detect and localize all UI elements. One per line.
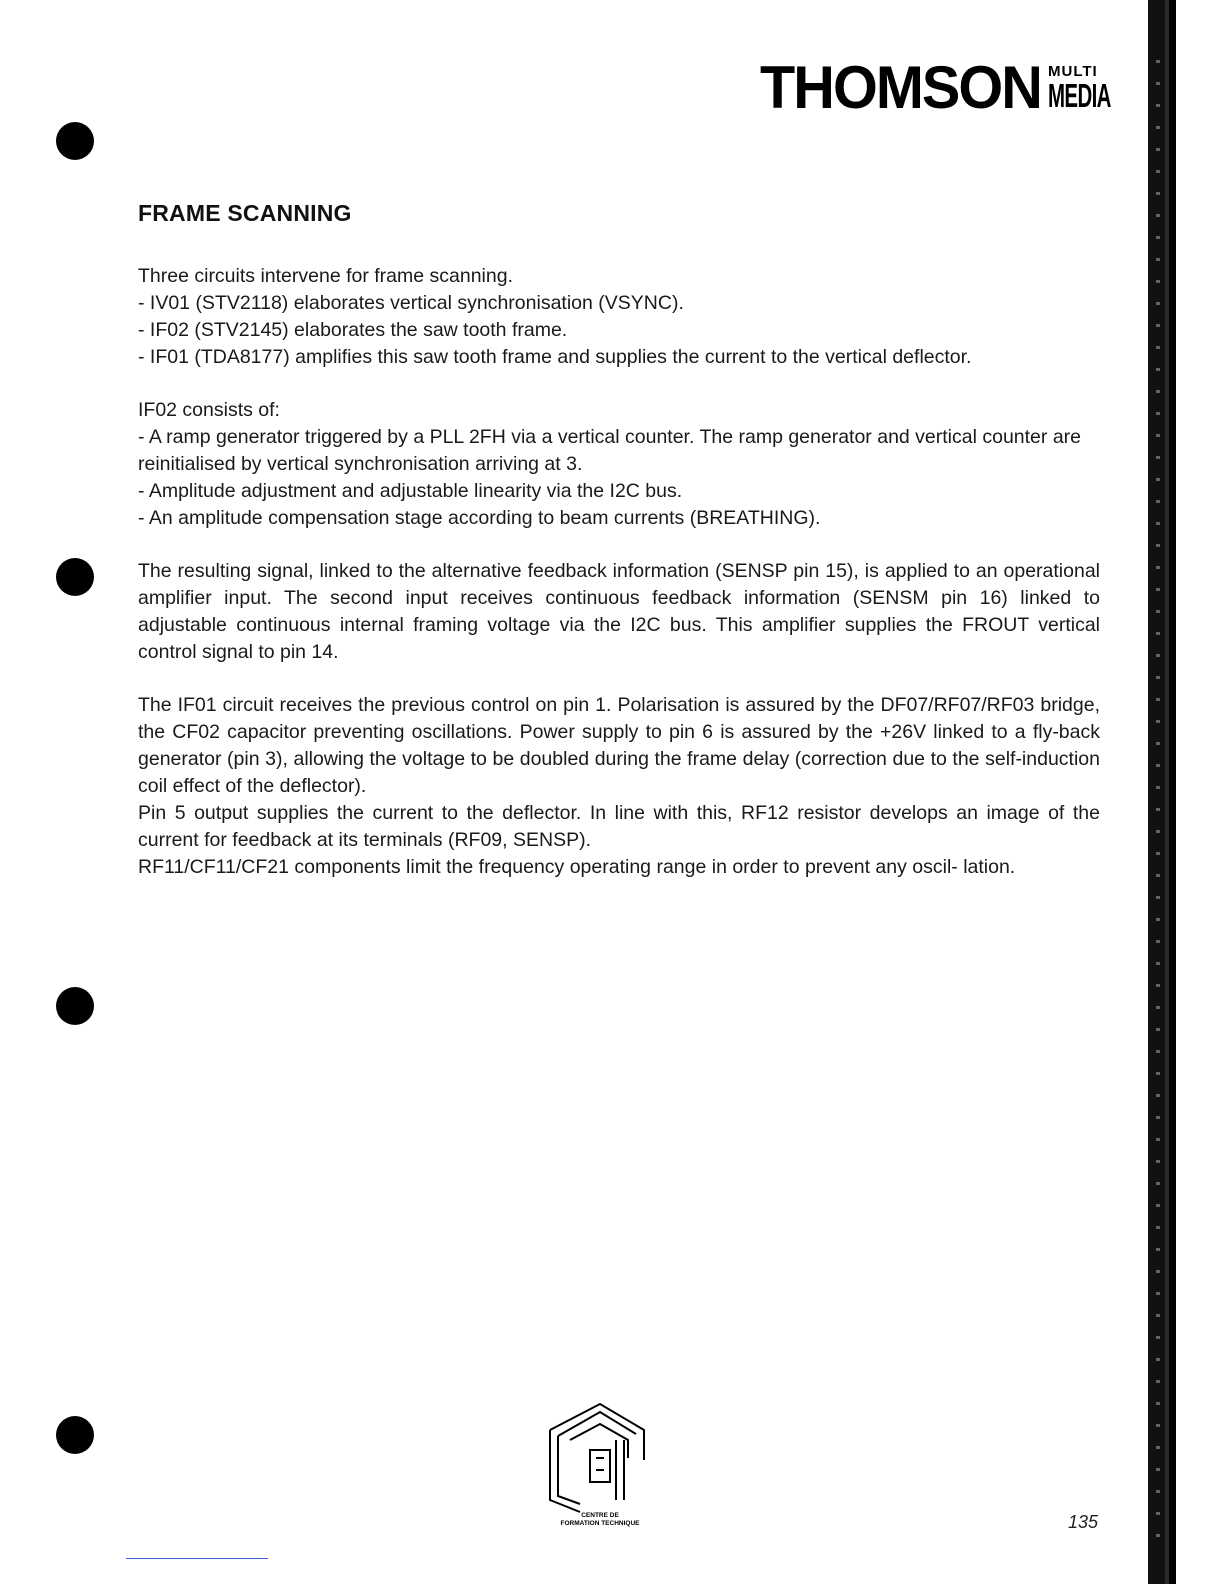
binder-hole <box>56 558 94 596</box>
cft-logo-inner-roof <box>558 1412 636 1436</box>
brand-sub <box>1048 64 1112 112</box>
paragraph-signal <box>138 558 1100 666</box>
cft-logo-left-wall <box>550 1430 580 1512</box>
paragraph-line: IF02 consists of: <box>138 399 280 421</box>
paragraph-line: - IV01 (STV2118) elaborates vertical synchronisation (VSYNC). <box>138 292 684 314</box>
scan-edge-ticks <box>1156 60 1160 1540</box>
binder-hole <box>56 1416 94 1454</box>
cft-logo-f-bars <box>596 1458 604 1470</box>
document-body <box>138 200 1100 907</box>
paragraph-line: RF11/CF11/CF21 components limit the frequency operating range in order to prevent any oscil- lation. <box>138 856 1016 878</box>
brand-name: THOMSON <box>760 54 1041 121</box>
paragraph-if01 <box>138 692 1100 881</box>
paragraph-if02 <box>138 397 1100 532</box>
paragraph-line: - An amplitude compensation stage according to beam currents (BREATHING). <box>138 507 821 529</box>
page-title: FRAME SCANNING <box>138 200 352 226</box>
paragraph-line: - A ramp generator triggered by a PLL 2FH via a vertical counter. The ramp generator and vertical counter are reinitialised by vertical synchronisation arriving at 3. <box>138 426 1081 475</box>
binder-hole <box>56 987 94 1025</box>
cft-caption-line2: FORMATION TECHNIQUE <box>560 1520 640 1527</box>
brand-logo <box>760 56 1120 120</box>
footer-rule <box>126 1558 268 1559</box>
paragraph-line: - IF01 (TDA8177) amplifies this saw tooth frame and supplies the current to the vertical deflector. <box>138 346 972 368</box>
paragraph-line: Pin 5 output supplies the current to the deflector. In line with this, RF12 resistor develops an image of the current for feedback at its terminals (RF09, SENSP). <box>138 802 1100 851</box>
cft-caption-line1: CENTRE DE <box>581 1512 619 1519</box>
brand-sub-top: MULTI <box>1048 63 1098 80</box>
brand-sub-bottom: MEDIA <box>1048 77 1111 114</box>
paragraph-circuits <box>138 263 1100 371</box>
cft-logo-f <box>590 1450 610 1482</box>
cft-logo-inner-wall <box>558 1436 580 1504</box>
cft-logo-c <box>570 1424 628 1458</box>
paragraph-line: The resulting signal, linked to the alternative feedback information (SENSP pin 15), is applied to an operational amplifier input. The second input receives continuous feedback information (SENSM pin 16) linked to adjustable continuous internal framing voltage via the I2C bus. This amplifier supplies the FROUT vertical control signal to pin 14. <box>138 560 1100 663</box>
paragraph-line: - IF02 (STV2145) elaborates the saw tooth frame. <box>138 319 568 341</box>
cft-caption <box>540 1512 660 1528</box>
paragraph-line: Three circuits intervene for frame scanning. <box>138 265 513 287</box>
paragraph-line: - Amplitude adjustment and adjustable linearity via the I2C bus. <box>138 480 683 502</box>
cft-logo-t <box>616 1440 624 1500</box>
paragraph-line: The IF01 circuit receives the previous control on pin 1. Polarisation is assured by the DF07/RF07/RF03 bridge, the CF02 capacitor preventing oscillations. Power supply to pin 6 is assured by the +26V linked to a fly-back generator (pin 3), allowing the voltage to be doubled during the frame delay (correction due to the self-induction coil effect of the deflector). <box>138 694 1100 797</box>
binder-hole <box>56 122 94 160</box>
page-number: 135 <box>1068 1512 1099 1532</box>
scan-edge <box>1148 0 1176 1584</box>
